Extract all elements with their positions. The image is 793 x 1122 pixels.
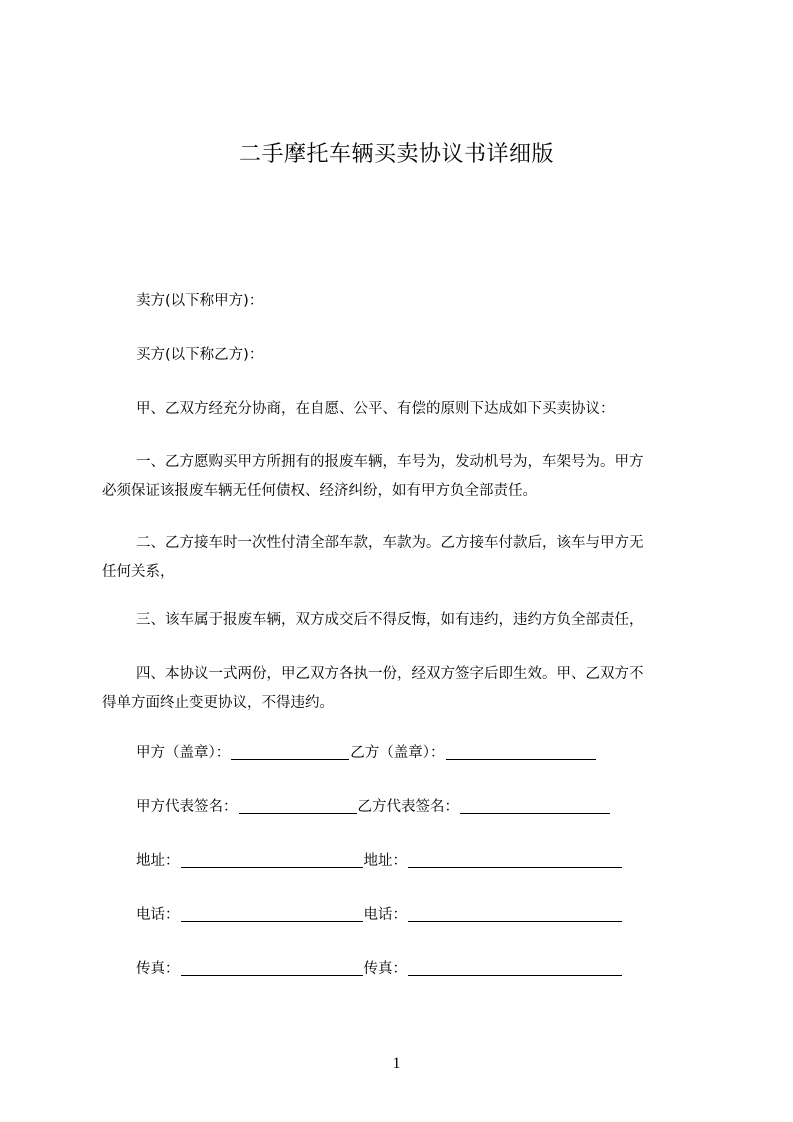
clause-2-line-2: 任何关系， — [102, 564, 175, 580]
clause-1 — [102, 448, 702, 506]
seller-phone-blank[interactable] — [181, 906, 363, 922]
buyer-fax-blank[interactable] — [408, 960, 622, 976]
document-title: 二手摩托车辆买卖协议书详细版 — [238, 142, 554, 167]
clause-3-text: 三、该车属于报废车辆，双方成交后不得反悔，如有违约，违约方负全部责任， — [136, 612, 644, 628]
seller-fax-label: 传真： — [136, 961, 180, 977]
buyer-address-blank[interactable] — [408, 852, 622, 868]
clause-2-line-1: 二、乙方接车时一次性付清全部车款，车款为。乙方接车付款后，该车与甲方无 — [136, 535, 644, 551]
buyer-fax-label: 传真： — [363, 961, 407, 977]
address-row — [136, 851, 623, 871]
seller-seal-blank[interactable] — [231, 744, 349, 760]
clause-4 — [102, 660, 702, 718]
phone-row — [136, 905, 623, 925]
intro-paragraph — [102, 395, 702, 424]
buyer-label: 买方(以下称乙方)： — [136, 347, 264, 363]
buyer-phone-label: 电话： — [363, 907, 407, 923]
seller-phone-label: 电话： — [136, 907, 180, 923]
clause-3 — [102, 606, 702, 635]
intro-text: 甲、乙双方经充分协商，在自愿、公平、有偿的原则下达成如下买卖协议： — [136, 401, 615, 417]
buyer-seal-blank[interactable] — [446, 744, 596, 760]
seller-fax-blank[interactable] — [181, 960, 363, 976]
clause-2 — [102, 529, 702, 587]
buyer-rep-blank[interactable] — [460, 798, 610, 814]
clause-1-line-2: 必须保证该报废车辆无任何债权、经济纠纷，如有甲方负全部责任。 — [102, 483, 537, 499]
seller-seal-label: 甲方（盖章）： — [136, 745, 231, 761]
buyer-line — [102, 341, 702, 370]
seller-line — [102, 287, 702, 316]
seal-row — [136, 743, 597, 763]
seller-rep-blank[interactable] — [239, 798, 357, 814]
page-number: 1 — [392, 1055, 401, 1072]
seller-rep-label: 甲方代表签名： — [136, 799, 238, 815]
buyer-address-label: 地址： — [363, 853, 407, 869]
seller-address-label: 地址： — [136, 853, 180, 869]
seller-label: 卖方(以下称甲方)： — [136, 293, 264, 309]
representative-row — [136, 797, 611, 817]
fax-row — [136, 959, 623, 979]
clause-1-line-1: 一、乙方愿购买甲方所拥有的报废车辆，车号为，发动机号为，车架号为。甲方 — [136, 454, 644, 470]
clause-4-line-1: 四、本协议一式两份，甲乙双方各执一份，经双方签字后即生效。甲、乙双方不 — [136, 666, 644, 682]
clause-4-line-2: 得单方面终止变更协议，不得违约。 — [102, 695, 334, 711]
buyer-phone-blank[interactable] — [408, 906, 622, 922]
buyer-seal-label: 乙方（盖章）： — [350, 745, 445, 761]
buyer-rep-label: 乙方代表签名： — [357, 799, 459, 815]
seller-address-blank[interactable] — [181, 852, 363, 868]
